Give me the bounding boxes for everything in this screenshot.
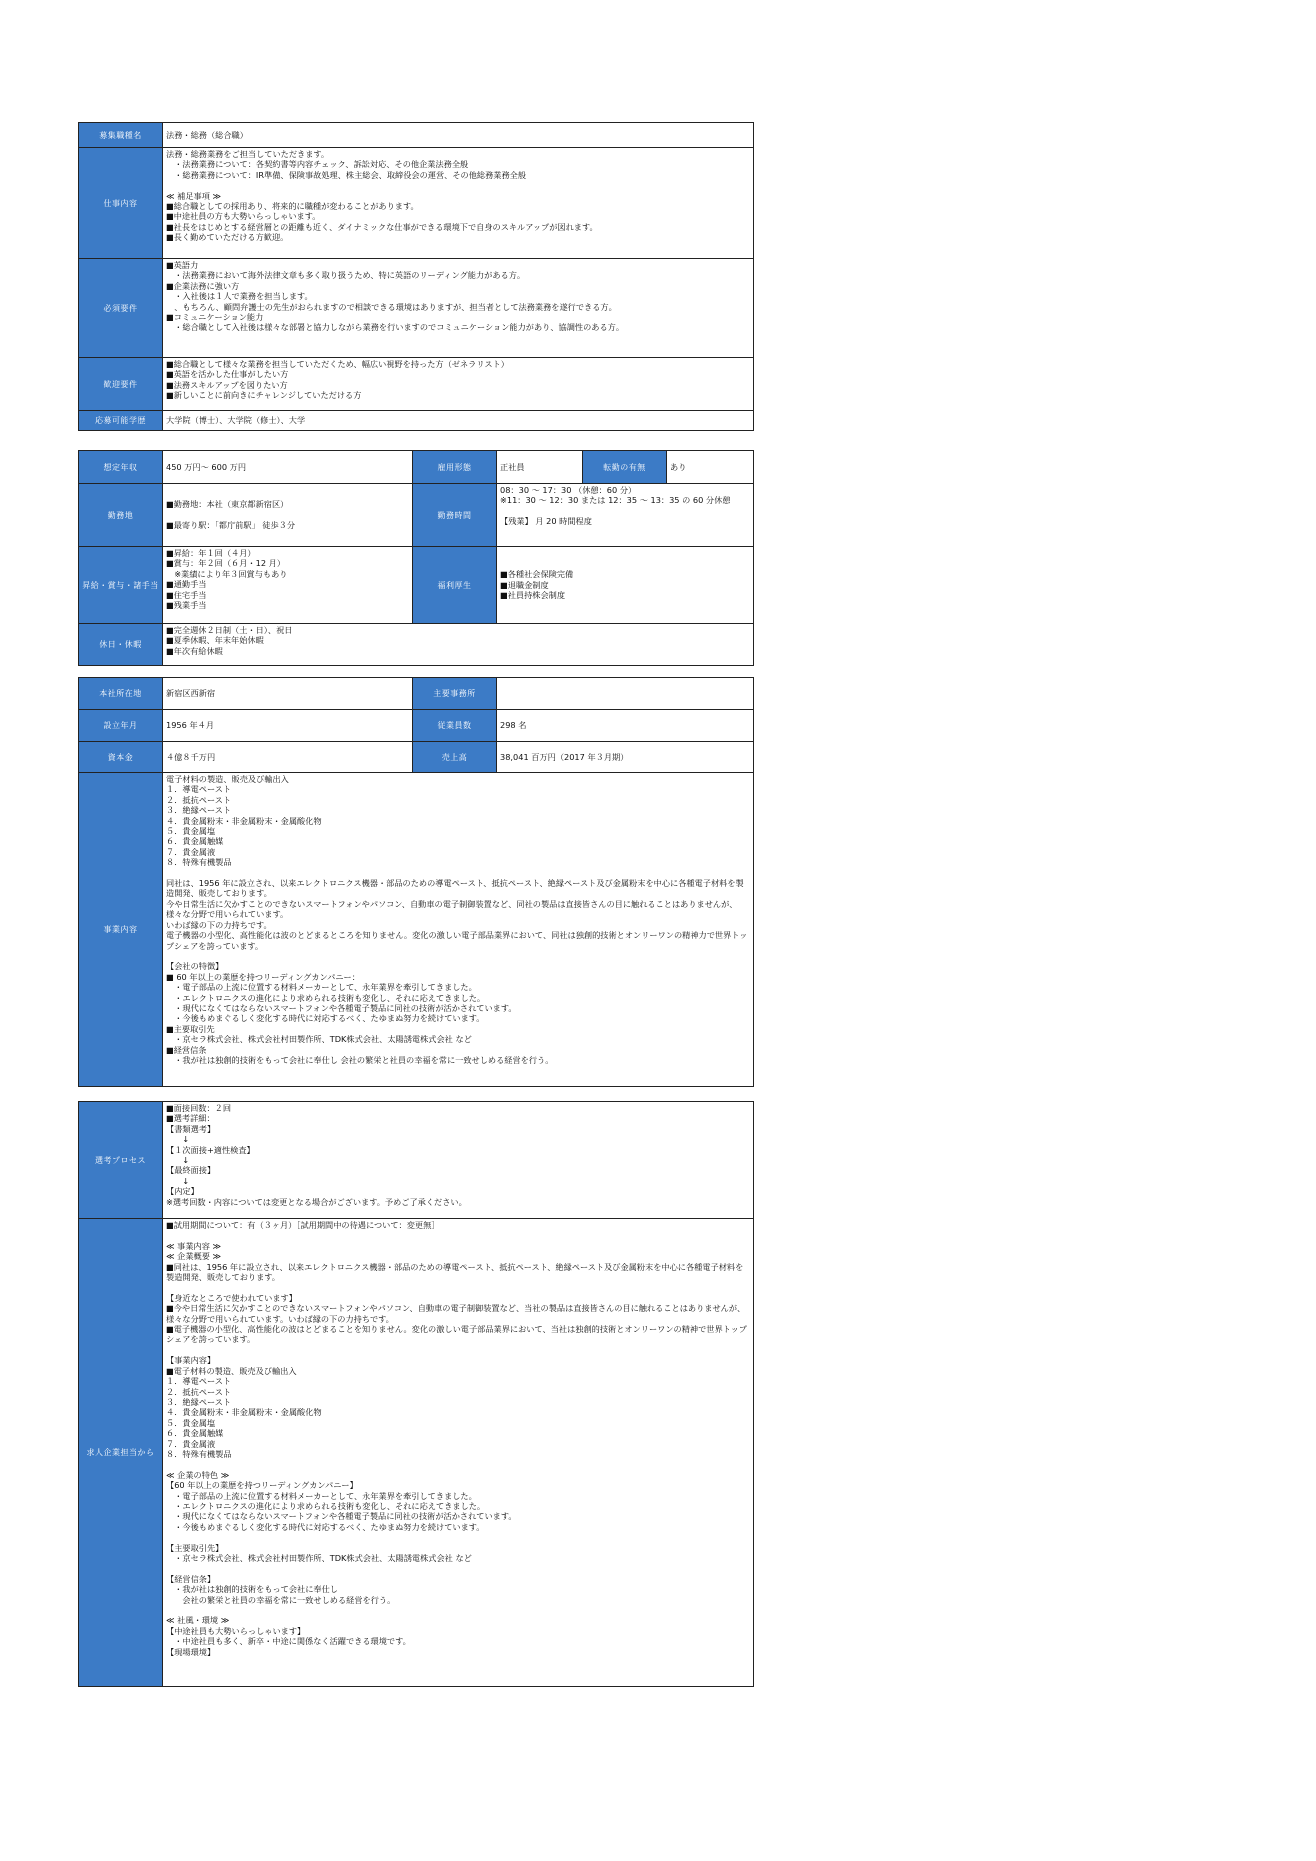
capital-value: ４億８千万円 — [163, 742, 413, 773]
education-label: 応募可能学歴 — [79, 411, 163, 431]
raise-value: ■昇給：年１回（４月） ■賞与：年２回（６月・12 月） ※業績により年３回賞与もあり ■通勤手当 ■住宅手当 ■残業手当 — [163, 547, 413, 624]
founded-label: 設立年月 — [79, 710, 163, 742]
capital-label: 資本金 — [79, 742, 163, 773]
employees-label: 従業員数 — [413, 710, 497, 742]
required-label: 必須要件 — [79, 259, 163, 358]
welfare-value: ■各種社会保険完備 ■退職金制度 ■社員持株会制度 — [497, 547, 754, 624]
sales-label: 売上高 — [413, 742, 497, 773]
welcome-label: 歓迎要件 — [79, 358, 163, 411]
main-office-value — [497, 678, 754, 710]
transfer-value: あり — [667, 451, 754, 484]
raise-label: 昇給・賞与・諸手当 — [79, 547, 163, 624]
job-table — [78, 122, 754, 431]
selection-table — [78, 1101, 754, 1687]
founded-value: 1956 年４月 — [163, 710, 413, 742]
welfare-label: 福利厚生 — [413, 547, 497, 624]
employees-value: 298 名 — [497, 710, 754, 742]
employment-type-label: 雇用形態 — [413, 451, 497, 484]
hq-value: 新宿区西新宿 — [163, 678, 413, 710]
recruiter-message-label: 求人企業担当から — [79, 1219, 163, 1687]
job-title-value: 法務・総務（総合職） — [163, 123, 754, 148]
welcome-value: ■総合職として様々な業務を担当していただくため、幅広い視野を持った方（ゼネラリスト） ■英語を活かした仕事がしたい方 ■法務スキルアップを図りたい方 ■新しいことに前向きにチャレンジしていただける方 — [163, 358, 754, 411]
hq-label: 本社所在地 — [79, 678, 163, 710]
job-title-label: 募集職種名 — [79, 123, 163, 148]
hours-value: 08：30 ～ 17：30 （休憩：60 分） ※11：30 ～ 12：30 または 12：35 ～ 13：35 の 60 分休憩 【残業】 月 20 時間程度 — [497, 484, 754, 547]
location-value: ■勤務地：本社（東京都新宿区） ■最寄り駅：「都庁前駅」 徒歩３分 — [163, 484, 413, 547]
holiday-label: 休日・休暇 — [79, 624, 163, 666]
holiday-value: ■完全週休２日制（土・日）、祝日 ■夏季休暇、年末年始休暇 ■年次有給休暇 — [163, 624, 754, 666]
selection-process-value: ■面接回数：２回 ■選考詳細： 【書類選考】 ↓ 【１次面接+適性検査】 ↓ 【最終面接】 ↓ 【内定】 ※選考回数・内容については変更となる場合がございます。予めご了承ください。 — [163, 1102, 754, 1219]
recruiter-message-value: ■試用期間について：有（３ヶ月）［試用期間中の待遇について：変更無］ ≪ 事業内容 ≫ ≪ 企業概要 ≫ ■同社は、1956 年に設立され、以来エレクトロニクス機器・部品のための導電ペースト、抵抗ペースト、絶縁ペースト及び金属粉末を中心に各種電子材料を製造開発、販売しております。 【身近なところで使われています】 ■今や日常生活に欠かすことのできないスマートフォンやパソコン、自動車の電子制御装置など、当社の製品は直接皆さんの目に触れることはありませんが、様々な分野で用いられています。いわば縁の下の力持ちです。 ■電子機器の小型化、高性能化の波はとどまることを知りません。変化の激しい電子部品業界において、当社は独創的技術とオンリーワンの精神で世界トップシェアを誇っています。 【事業内容】 ■電子材料の製造、販売及び輸出入 １．導電ペースト ２．抵抗ペースト ３．絶縁ペースト ４．貴金属粉末・非金属粉末・金属酸化物 ５．貴金属塩 ６．貴金属触媒 ７．貴金属液 ８．特殊有機製品 ≪ 企業の特色 ≫ 【60 年以上の業歴を持つリーディングカンパニー】 ・電子部品の上流に位置する材料メーカーとして、永年業界を牽引してきました。 ・エレクトロニクスの進化により求められる技術も変化し、それに応えてきました。 ・現代になくてはならないスマートフォンや各種電子製品に同社の技術が活かされています。 ・今後もめまぐるしく変化する時代に対応するべく、たゆまぬ努力を続けています。 【主要取引先】 ・京セラ株式会社、株式会社村田製作所、TDK株式会社、太陽誘電株式会社 など 【経営信条】 ・我が社は独創的技術をもって会社に奉仕し 会社の繁栄と社員の幸福を常に一致せしめる経営を行う。 ≪ 社風・環境 ≫ 【中途社員も大勢いらっしゃいます】 ・中途社員も多く、新卒・中途に関係なく活躍できる環境です。 【現場環境】 — [163, 1219, 754, 1687]
employment-type-value: 正社員 — [497, 451, 583, 484]
hours-label: 勤務時間 — [413, 484, 497, 547]
required-value: ■英語力 ・法務業務において海外法律文章も多く取り扱うため、特に英語のリーディング能力がある方。 ■企業法務に強い方 ・入社後は１人で業務を担当します。 、もちろん、顧問弁護士の先生がおられますので相談できる環境はありますが、担当者として法務業務を遂行できる方。 ■コミュニケーション能力 ・総合職として入社後は様々な部署と協力しながら業務を行いますのでコミュニケーション能力があり、協調性のある方。 — [163, 259, 754, 358]
selection-process-label: 選考プロセス — [79, 1102, 163, 1219]
work-content-value: 法務・総務業務をご担当していただきます。 ・法務業務について：各契約書等内容チェック、訴訟対応、その他企業法務全般 ・総務業務について：IR準備、保険事故処理、株主総会、取締役会の運営、その他総務業務全般 ≪ 補足事項 ≫ ■総合職としての採用あり、将来的に職種が変わることがあります。 ■中途社員の方も大勢いらっしゃいます。 ■社長をはじめとする経営層との距離も近く、ダイナミックな仕事ができる環境下で自身のスキルアップが図れます。 ■長く勤めていただける方歓迎。 — [163, 148, 754, 259]
salary-label: 想定年収 — [79, 451, 163, 484]
business-label: 事業内容 — [79, 773, 163, 1087]
transfer-label: 転勤の有無 — [583, 451, 667, 484]
business-value: 電子材料の製造、販売及び輸出入 １．導電ペースト ２．抵抗ペースト ３．絶縁ペースト ４．貴金属粉末・非金属粉末・金属酸化物 ５．貴金属塩 ６．貴金属触媒 ７．貴金属液 ８．特殊有機製品 同社は、1956 年に設立され、以来エレクトロニクス機器・部品のための導電ペースト、抵抗ペースト、絶縁ペースト及び金属粉末を中心に各種電子材料を製造開発、販売しております。 今や日常生活に欠かすことのできないスマートフォンやパソコン、自動車の電子制御装置など、同社の製品は直接皆さんの目に触れることはありませんが、様々な分野で用いられています。 いわば縁の下の力持ちです。 電子機器の小型化、高性能化は波のとどまるところを知りません。変化の激しい電子部品業界において、同社は独創的技術とオンリーワンの精神力で世界トップシェアを誇っています。 【会社の特徴】 ■ 60 年以上の業歴を持つリーディングカンパニー： ・電子部品の上流に位置する材料メーカーとして、永年業界を牽引してきました。 ・エレクトロニクスの進化により求められる技術も変化し、それに応えてきました。 ・現代になくてはならないスマートフォンや各種電子製品に同社の技術が活かされています。 ・今後もめまぐるしく変化する時代に対応するべく、たゆまぬ努力を続けています。 ■主要取引先 ・京セラ株式会社、株式会社村田製作所、TDK株式会社、太陽誘電株式会社 など ■経営信条 ・我が社は独創的技術をもって会社に奉仕し 会社の繁栄と社員の幸福を常に一致せしめる経営を行う。 — [163, 773, 754, 1087]
sales-value: 38,041 百万円（2017 年３月期） — [497, 742, 754, 773]
work-content-label: 仕事内容 — [79, 148, 163, 259]
conditions-table — [78, 450, 754, 666]
education-value: 大学院（博士）、大学院（修士）、大学 — [163, 411, 754, 431]
salary-value: 450 万円～ 600 万円 — [163, 451, 413, 484]
company-table — [78, 677, 754, 1087]
location-label: 勤務地 — [79, 484, 163, 547]
main-office-label: 主要事務所 — [413, 678, 497, 710]
